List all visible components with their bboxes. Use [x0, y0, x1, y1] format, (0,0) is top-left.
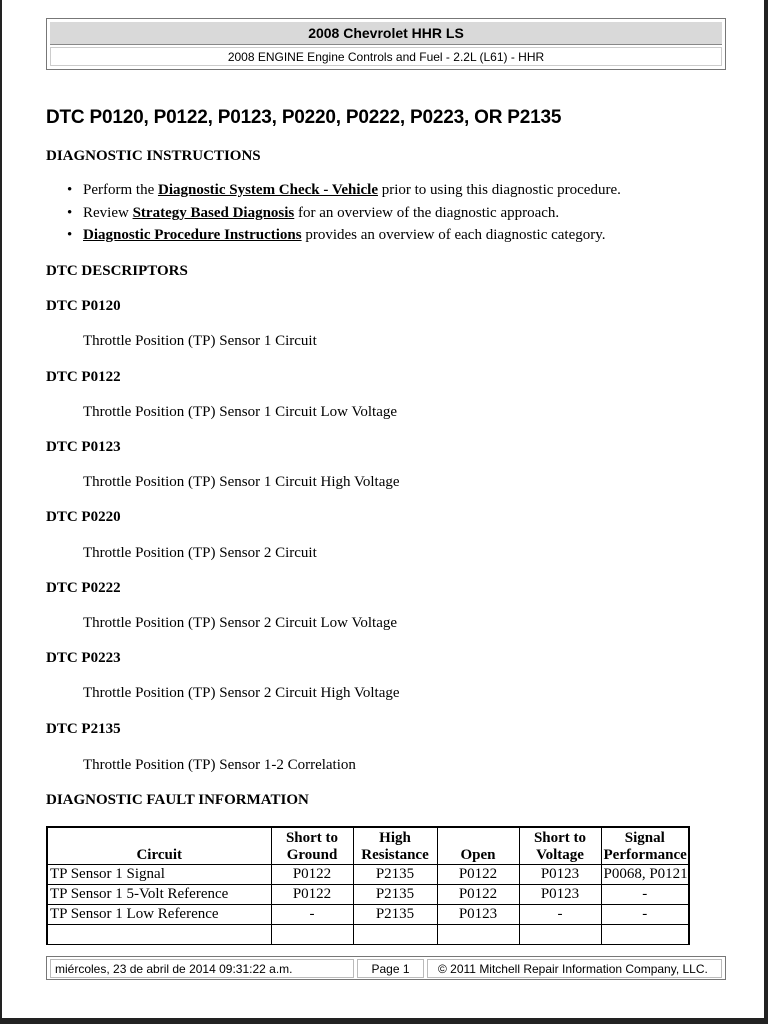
- table-header-row: [47, 827, 689, 865]
- table-cell: P0122: [271, 885, 353, 905]
- dtc-code-heading: DTC P2135: [46, 721, 121, 737]
- table-cell: TP Sensor 1 Low Reference: [47, 905, 271, 925]
- dtc-code-heading: DTC P0220: [46, 509, 121, 525]
- footer-copyright: © 2011 Mitchell Repair Information Company, LLC.: [427, 959, 722, 978]
- diagnostic-system-check-link[interactable]: Diagnostic System Check - Vehicle: [157, 182, 378, 198]
- diagnostic-instructions-heading: DIAGNOSTIC INSTRUCTIONS: [46, 148, 261, 164]
- table-cell: P0123: [519, 885, 601, 905]
- column-header-open: Open: [437, 827, 519, 865]
- table-cell: -: [601, 885, 689, 905]
- dtc-description: Throttle Position (TP) Sensor 1 Circuit: [83, 333, 317, 349]
- table-cell: P0123: [437, 905, 519, 925]
- table-cell: [47, 925, 271, 946]
- table-cell: -: [271, 905, 353, 925]
- page-border-right: [764, 0, 768, 1024]
- table-cell: P0122: [437, 885, 519, 905]
- table-row: [47, 885, 689, 905]
- document-footer: [46, 956, 726, 980]
- footer-date: miércoles, 23 de abril de 2014 09:31:22 a.m.: [50, 959, 354, 978]
- dtc-code-heading: DTC P0222: [46, 580, 121, 596]
- dtc-description: Throttle Position (TP) Sensor 1 Circuit Low Voltage: [83, 404, 398, 420]
- dtc-description: Throttle Position (TP) Sensor 2 Circuit: [83, 545, 317, 561]
- column-header-short-to-voltage: Short to Voltage: [519, 827, 601, 865]
- page-border-left: [0, 0, 2, 1024]
- table-cell: P0123: [519, 865, 601, 885]
- dtc-description: Throttle Position (TP) Sensor 1 Circuit High Voltage: [83, 474, 400, 490]
- page-title: DTC P0120, P0122, P0123, P0220, P0222, P0223, OR P2135: [46, 107, 562, 128]
- page-border-bottom: [0, 1018, 768, 1024]
- table-cell: -: [519, 905, 601, 925]
- table-cell: P0122: [437, 865, 519, 885]
- dtc-description: Throttle Position (TP) Sensor 2 Circuit Low Voltage: [83, 615, 398, 631]
- table-row: [47, 905, 689, 925]
- table-cell: P2135: [353, 885, 437, 905]
- table-cell: [601, 925, 689, 946]
- table-row: [47, 865, 689, 885]
- dtc-description: Throttle Position (TP) Sensor 1-2 Correlation: [83, 757, 356, 773]
- vehicle-title: 2008 Chevrolet HHR LS: [50, 22, 722, 45]
- dtc-code-heading: DTC P0120: [46, 298, 121, 314]
- table-cell: TP Sensor 1 5-Volt Reference: [47, 885, 271, 905]
- table-cell: P2135: [353, 865, 437, 885]
- dtc-code-heading: DTC P0223: [46, 650, 121, 666]
- table-cell: [437, 925, 519, 946]
- diagnostic-procedure-instructions-link[interactable]: Diagnostic Procedure Instructions: [83, 227, 302, 243]
- dtc-description: Throttle Position (TP) Sensor 2 Circuit High Voltage: [83, 685, 400, 701]
- table-cell: P2135: [353, 905, 437, 925]
- list-item: • Review Strategy Based Diagnosis for an overview of the diagnostic approach.: [46, 204, 726, 227]
- table-cell: [353, 925, 437, 946]
- instructions-list: [46, 181, 726, 249]
- table-cell: P0068, P0121: [601, 865, 689, 885]
- list-item: • Diagnostic Procedure Instructions provides an overview of each diagnostic category.: [46, 226, 726, 249]
- fault-information-heading: DIAGNOSTIC FAULT INFORMATION: [46, 792, 309, 808]
- table-cell: P0122: [271, 865, 353, 885]
- document-header: [46, 18, 726, 70]
- fault-information-table: [46, 826, 690, 946]
- section-subtitle: 2008 ENGINE Engine Controls and Fuel - 2.2L (L61) - HHR: [50, 47, 722, 66]
- dtc-code-heading: DTC P0122: [46, 369, 121, 385]
- table-cell: TP Sensor 1 Signal: [47, 865, 271, 885]
- list-item: • Perform the Diagnostic System Check - Vehicle prior to using this diagnostic procedure.: [46, 181, 726, 204]
- table-cell: [519, 925, 601, 946]
- column-header-circuit: Circuit: [47, 827, 271, 865]
- footer-page-number: Page 1: [357, 959, 424, 978]
- table-cell: [271, 925, 353, 946]
- table-row: [47, 925, 689, 946]
- dtc-code-heading: DTC P0123: [46, 439, 121, 455]
- strategy-based-diagnosis-link[interactable]: Strategy Based Diagnosis: [132, 204, 295, 221]
- column-header-short-to-ground: Short to Ground: [271, 827, 353, 865]
- table-cell: -: [601, 905, 689, 925]
- column-header-high-resistance: High Resistance: [353, 827, 437, 865]
- column-header-signal-performance: Signal Performance: [601, 827, 689, 865]
- dtc-descriptors-heading: DTC DESCRIPTORS: [46, 263, 188, 279]
